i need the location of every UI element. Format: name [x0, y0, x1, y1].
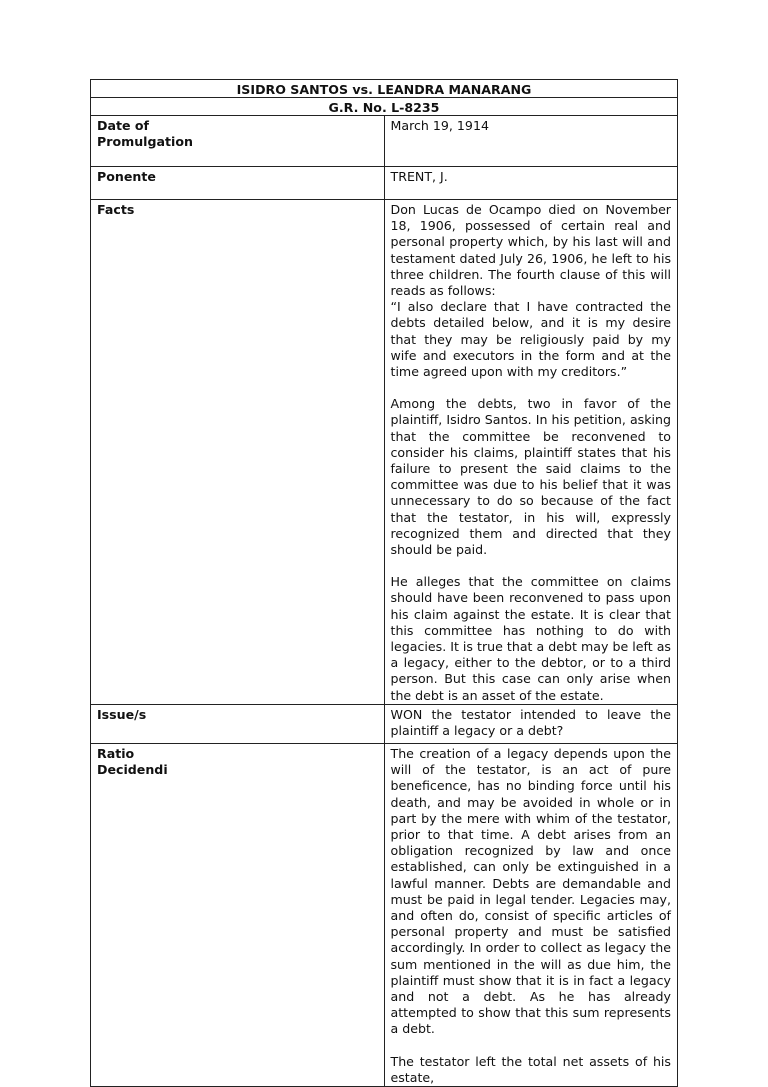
- issue-row: [91, 704, 678, 743]
- ratio-label-line2: Decidendi: [97, 762, 168, 778]
- ratio-paragraph-2: The testator left the total net assets of his estate,: [390, 1053, 671, 1085]
- facts-intro: Don Lucas de Ocampo died on November 18, 1906, possessed of certain real and personal property which, by his last will and testament dated July 26, 1906, he left to his three children. The fourth clause of this will reads as follows:: [390, 202, 671, 299]
- date-label-line2: Promulgation: [97, 134, 193, 150]
- ratio-paragraph-1: The creation of a legacy depends upon the will of the testator, is an act of pure beneficence, has no binding force until his death, and may be avoided in whole or in part by the mere with whim of the testator, prior to that time. A debt arises from an obligation recognized by law and once established, can only be extinguished in a lawful manner. Debts are demandable and must be paid in legal tender. Legacies may, and often do, consist of specific articles of personal property and must be satisfied accordingly. In order to collect as legacy the sum mentioned in the will as due him, the plaintiff must show that it is in fact a legacy and not a debt. As he has already attempted to show that this sum represents a debt.: [390, 745, 671, 1037]
- facts-paragraph-3: He alleges that the committee on claims should have been reconvened to pass upon his claim against the estate. It is clear that this committee has nothing to do with legacies. It is true that a debt may be left as a legacy, either to the debtor, or to a third person. But this case can only arise when the debt is an asset of the estate.: [390, 574, 671, 703]
- ratio-row: [91, 743, 678, 1086]
- date-label-line1: Date of: [97, 118, 150, 133]
- issue-value: WON the testator intended to leave the plaintiff a legacy or a debt?: [384, 704, 678, 743]
- ratio-label: [91, 743, 385, 1086]
- facts-paragraph-1: [391, 202, 672, 380]
- facts-paragraph-2: Among the debts, two in favor of the plaintiff, Isidro Santos. In his petition, asking that the committee be reconvened to consider his claims, plaintiff states that his failure to present the said claims to the committee was due to his belief that it was unnecessary to do so because of the fact that the testator, in his will, expressly recognized them and directed that they should be paid.: [390, 396, 671, 558]
- date-label: [91, 116, 385, 167]
- ponente-label: Ponente: [91, 167, 385, 200]
- ponente-value: TRENT, J.: [384, 167, 678, 200]
- facts-value: [384, 200, 678, 705]
- ponente-row: [91, 167, 678, 200]
- title-row: [91, 80, 678, 98]
- date-row: [91, 116, 678, 167]
- case-title: ISIDRO SANTOS vs. LEANDRA MANARANG: [91, 80, 678, 98]
- facts-label: Facts: [91, 200, 385, 705]
- issue-label: Issue/s: [91, 704, 385, 743]
- ratio-value: [384, 743, 678, 1086]
- ratio-label-line1: Ratio: [97, 745, 135, 761]
- gr-row: [91, 98, 678, 116]
- date-value: March 19, 1914: [384, 116, 678, 167]
- case-digest-table: [90, 79, 678, 1087]
- facts-row: [91, 200, 678, 705]
- case-gr-number: G.R. No. L-8235: [91, 98, 678, 116]
- facts-will-quote: “I also declare that I have contracted the debts detailed below, and it is my desire that they may be religiously paid by my wife and executors in the form and at the time agreed upon with my creditors.”: [390, 299, 671, 380]
